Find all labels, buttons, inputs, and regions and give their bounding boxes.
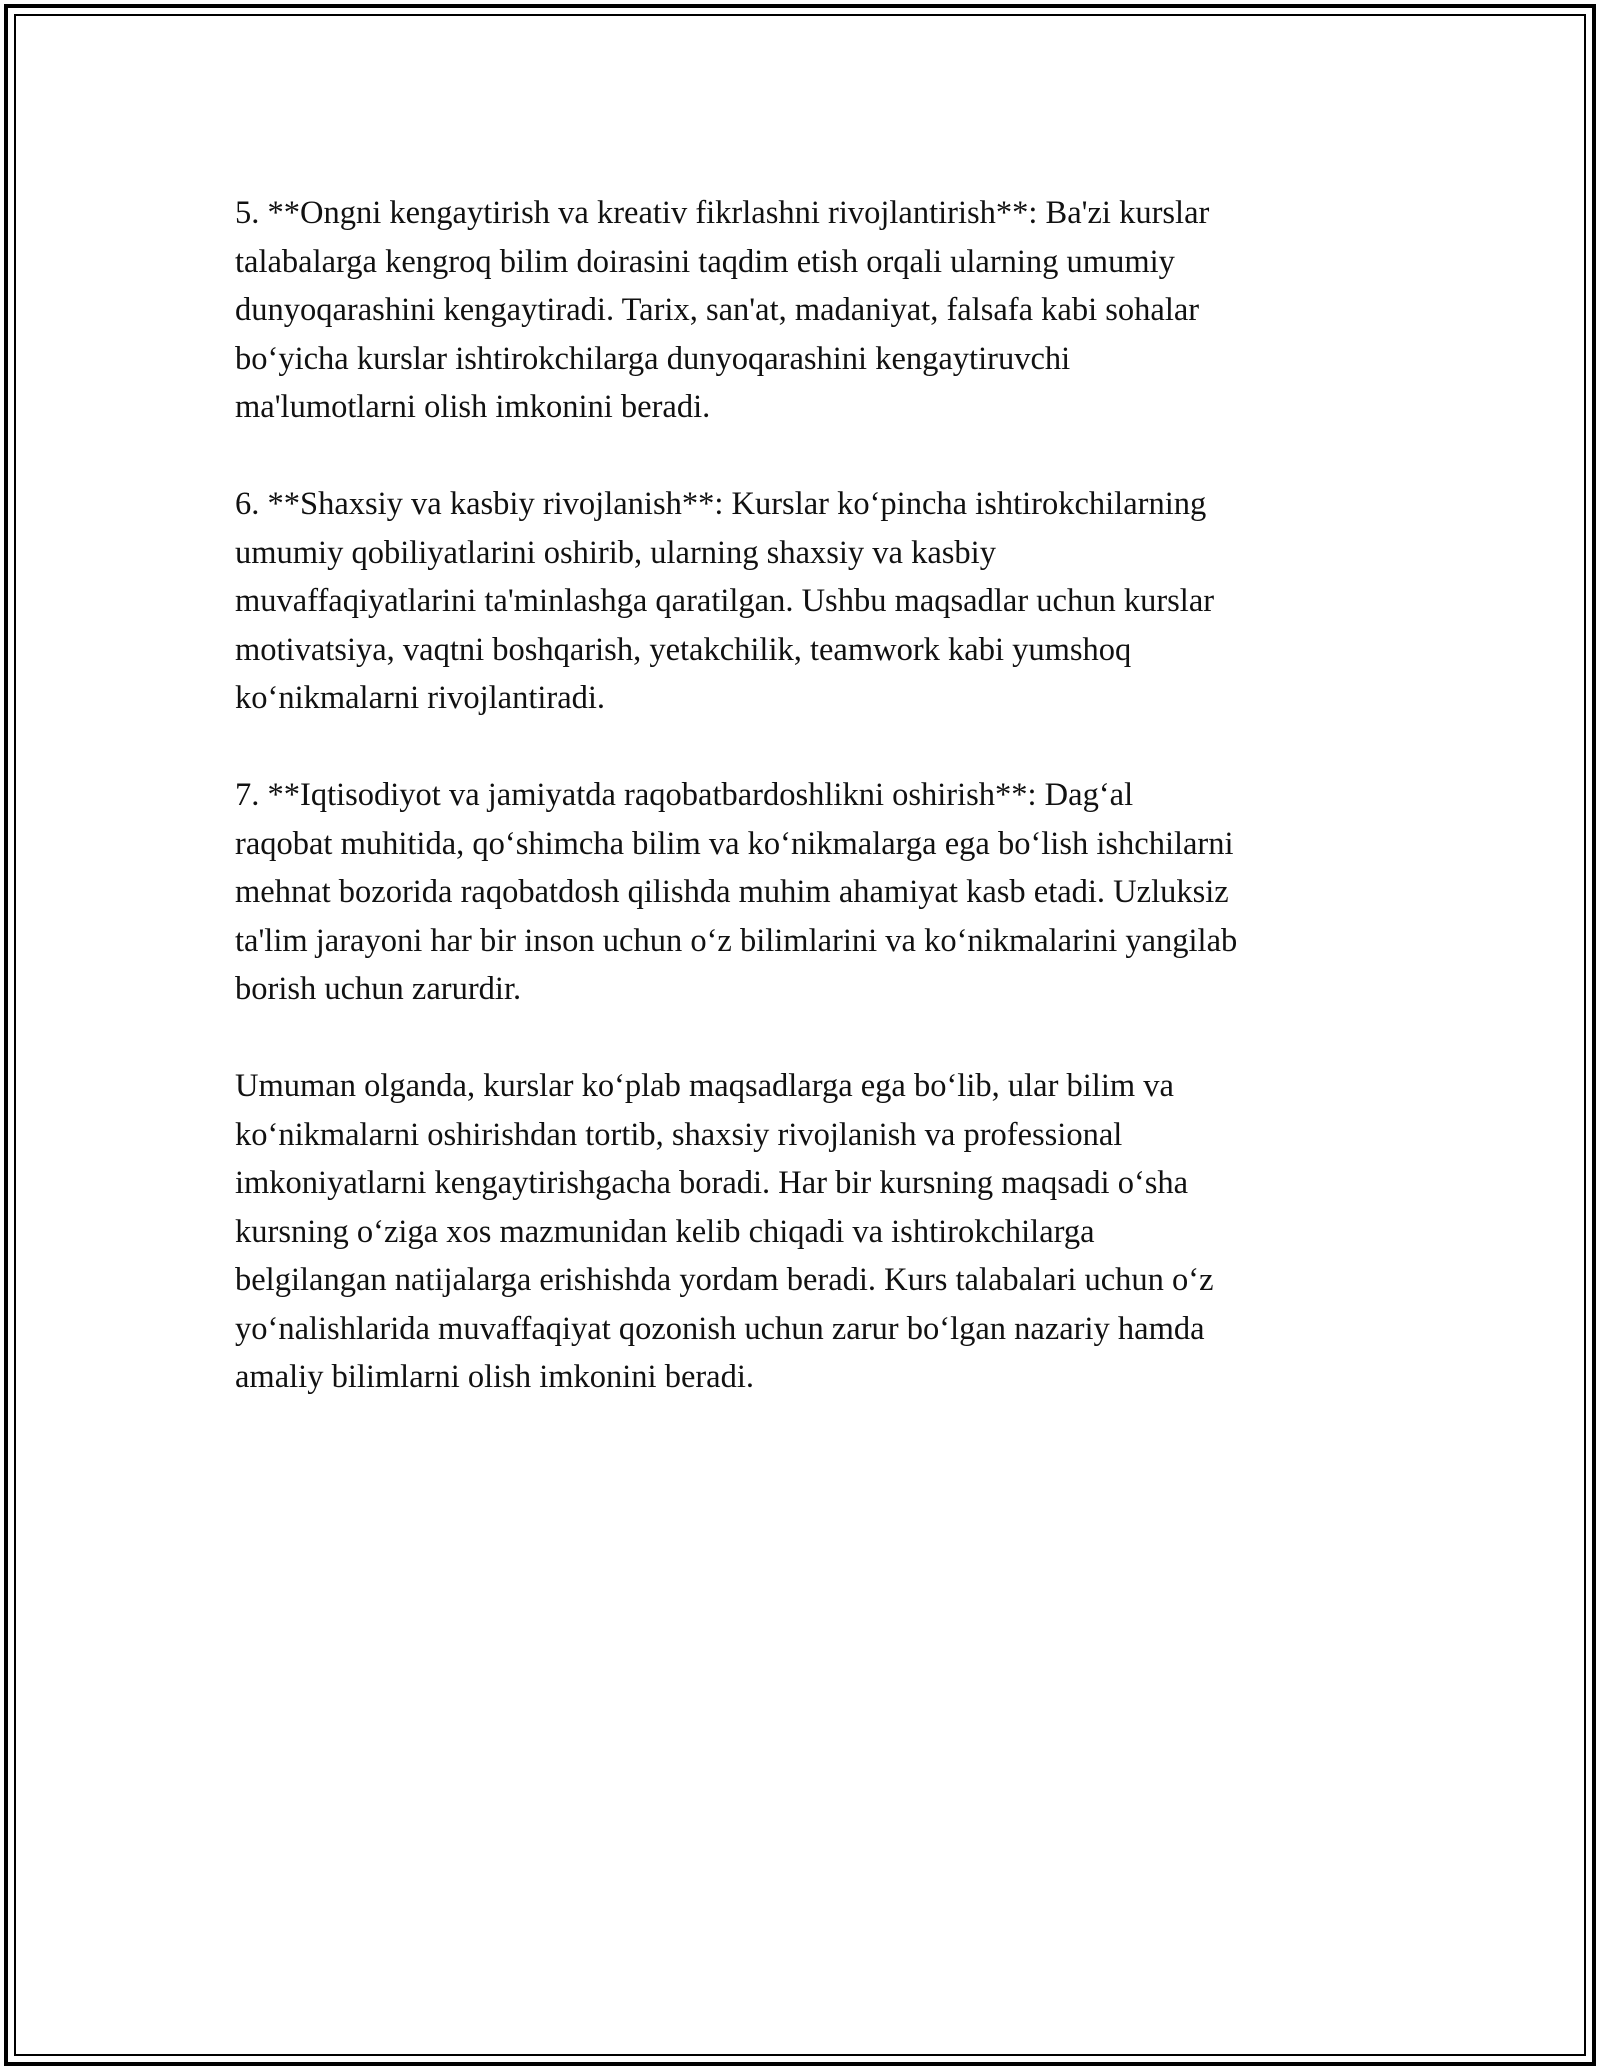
text-line: raqobat muhitida, qo‘shimcha bilim va ko‘nikmalarga ega bo‘lish ishchilarni	[235, 825, 1234, 862]
paragraph-item-5	[235, 189, 1375, 432]
text-line: ko‘nikmalarni oshirishdan tortib, shaxsiy rivojlanish va professional	[235, 1116, 1123, 1153]
text-line: ma'lumotlarni olish imkonini beradi.	[235, 389, 711, 425]
text-line: belgilangan natijalarga erishishda yordam beradi. Kurs talabalari uchun o‘z	[235, 1262, 1214, 1298]
text-line: yo‘nalishlarida muvaffaqiyat qozonish uchun zarur bo‘lgan nazariy hamda	[235, 1310, 1205, 1347]
text-line: mehnat bozorida raqobatdosh qilishda muhim ahamiyat kasb etadi. Uzluksiz	[235, 874, 1229, 910]
paragraph-conclusion	[235, 1062, 1375, 1402]
text-line: amaliy bilimlarni olish imkonini beradi.	[235, 1359, 755, 1395]
text-line: 7. **Iqtisodiyot va jamiyatda raqobatbardoshlikni oshirish**: Dag‘al	[235, 777, 1134, 813]
text-line: talabalarga kengroq bilim doirasini taqdim etish orqali ularning umumiy	[235, 243, 1175, 280]
text-line: ta'lim jarayoni har bir inson uchun o‘z bilimlarini va ko‘nikmalarini yangilab	[235, 922, 1238, 959]
text-line: dunyoqarashini kengaytiradi. Tarix, san'at, madaniyat, falsafa kabi sohalar	[235, 292, 1200, 328]
text-line: kursning o‘ziga xos mazmunidan kelib chiqadi va ishtirokchilarga	[235, 1213, 1095, 1250]
paragraph-item-7	[235, 771, 1375, 1014]
text-line: Umuman olganda, kurslar ko‘plab maqsadlarga ega bo‘lib, ular bilim va	[235, 1068, 1174, 1104]
text-line: borish uchun zarurdir.	[235, 971, 522, 1007]
text-line: 5. **Ongni kengaytirish va kreativ fikrlashni rivojlantirish**: Ba'zi kurslar	[235, 195, 1210, 231]
document-body	[235, 189, 1375, 1450]
text-line: muvaffaqiyatlarini ta'minlashga qaratilgan. Ushbu maqsadlar uchun kurslar	[235, 583, 1215, 619]
paragraph-item-6	[235, 480, 1375, 723]
text-line: motivatsiya, vaqtni boshqarish, yetakchilik, teamwork kabi yumshoq	[235, 631, 1132, 668]
text-line: umumiy qobiliyatlarini oshirib, ularning shaxsiy va kasbiy	[235, 534, 996, 571]
text-line: 6. **Shaxsiy va kasbiy rivojlanish**: Kurslar ko‘pincha ishtirokchilarning	[235, 486, 1207, 522]
text-line: ko‘nikmalarni rivojlantiradi.	[235, 680, 606, 716]
text-line: bo‘yicha kurslar ishtirokchilarga dunyoqarashini kengaytiruvchi	[235, 340, 1071, 377]
text-line: imkoniyatlarni kengaytirishgacha boradi. Har bir kursning maqsadi o‘sha	[235, 1165, 1189, 1201]
